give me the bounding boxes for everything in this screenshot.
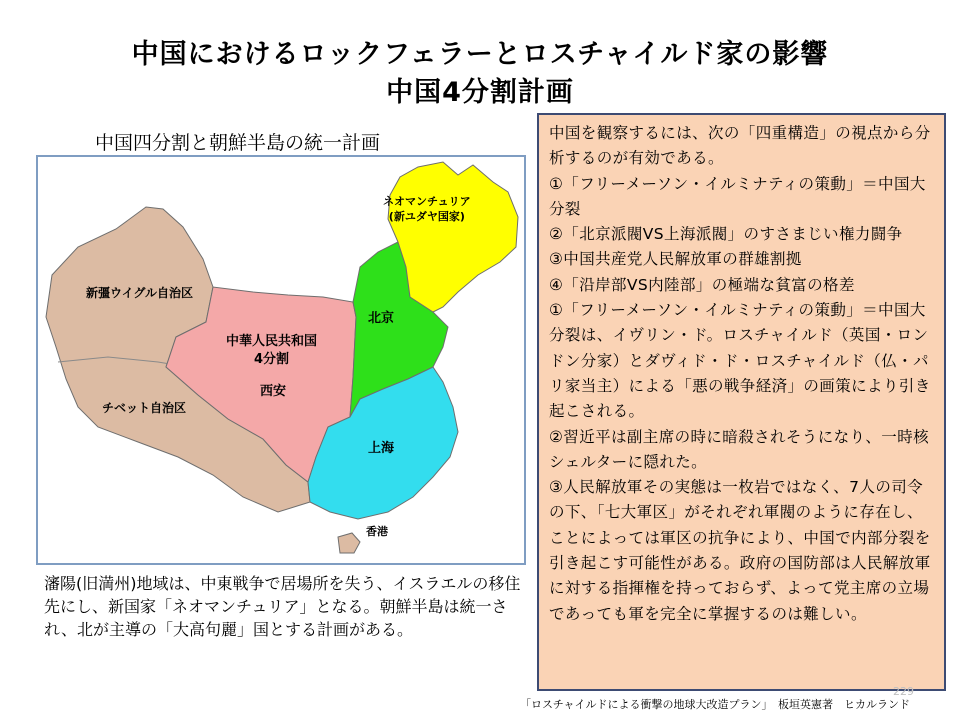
map-caption: 瀋陽(旧満州)地域は、中東戦争で居場所を失う、イスラエルの移住先にし、新国家「ネオマンチュリア」となる。朝鮮半島は統一され、北が主導の「大高句麗」国とする計画がある。 [44, 574, 521, 639]
map-label-xian: 西安 [260, 384, 287, 399]
info-paragraph: ③人民解放軍その実態は一枚岩ではなく、7人の司令の下、「七大軍区」がそれぞれ軍閥のように存在し、ことによっては軍区の抗争により、中国で内部分裂を引き起こす可能性がある。政府の国防部は人民解放軍に対する指揮権を持っておらず、よって党主席の立場であっても軍を完全に掌握するのは難しい。 [549, 478, 931, 623]
page-number: 229 [893, 685, 914, 698]
map-label-hongkong: 香港 [366, 525, 388, 538]
map-heading: 中国四分割と朝鮮半島の統一計画 [95, 132, 381, 154]
map-label-xinjiang: 新彊ウイグル自治区 [86, 286, 194, 300]
source-citation: 「ロスチャイルドによる衝撃の地球大改造プラン」 板垣英憲著 ヒカルランド [520, 698, 910, 711]
info-paragraph: ①「フリーメーソン・イルミナティの策動」＝中国大分裂 [549, 174, 926, 218]
info-box [537, 113, 946, 691]
info-paragraph: 中国を観察するには、次の「四重構造」の視点から分析するのが有効である。 [549, 124, 931, 168]
hainan-island [338, 533, 360, 553]
info-paragraph: ④「沿岸部VS内陸部」の極端な貧富の格差 [549, 275, 855, 294]
info-paragraph: ③中国共産党人民解放軍の群雄割拠 [549, 250, 802, 269]
china-map [36, 155, 526, 565]
slide-title-line2: 中国4分割計画 [386, 77, 574, 108]
map-label-beijing: 北京 [368, 311, 395, 326]
map-label-shanghai: 上海 [368, 441, 395, 456]
map-label-tibet: チベット自治区 [102, 401, 187, 415]
info-paragraph: ②習近平は副主席の時に暗殺されそうになり、一時核シェルターに隠れた。 [549, 427, 929, 471]
info-paragraph: ①「フリーメーソン・イルミナティの策動」＝中国大分裂は、イヴリン・ド。ロスチャイルド（英国・ロンドン分家）とダヴィド・ド・ロスチャイルド（仏・パリ家当主）による「悪の戦争経済」の画策により引き起こされる。 [549, 301, 931, 421]
map-label-central: 中華人民共和国 4分割 [226, 334, 318, 367]
map-label-northeast: ネオマンチュリア (新ユダヤ国家) [383, 195, 471, 223]
slide-title-line1: 中国におけるロックフェラーとロスチャイルド家の影響 [131, 39, 829, 70]
info-paragraph: ②「北京派閥VS上海派閥」のすさまじい権力闘争 [549, 225, 903, 244]
